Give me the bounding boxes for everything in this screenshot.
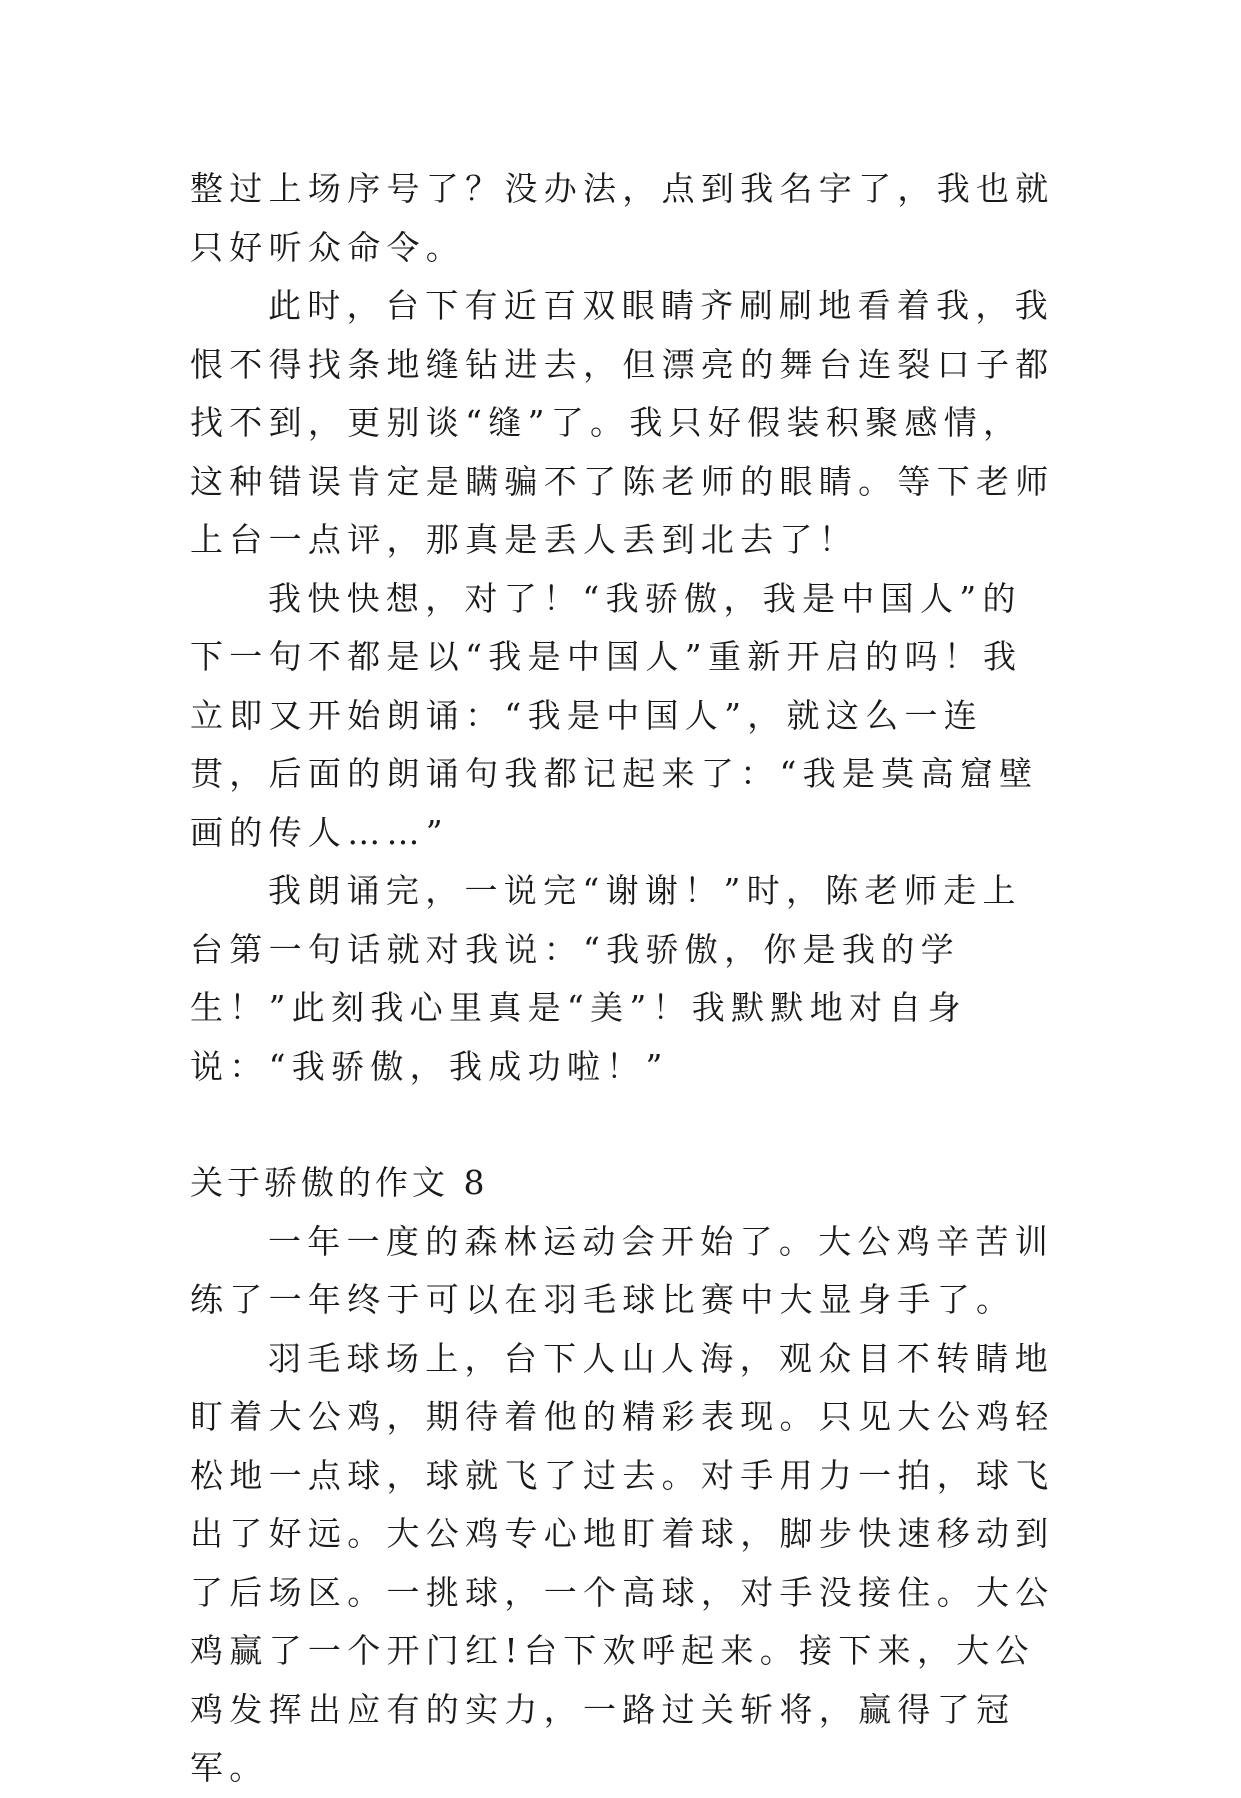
section-spacer bbox=[190, 1096, 1060, 1154]
document-body bbox=[190, 160, 1060, 1798]
paragraph: 我朗诵完，一说完“谢谢！”时，陈老师走上台第一句话就对我说：“我骄傲，你是我的学生！”此刻我心里真是“美”！我默默地对自身说：“我骄傲，我成功啦！” bbox=[190, 871, 1022, 1086]
paragraph-continuation: 整过上场序号了？没办法，点到我名字了，我也就只好听众命令。 bbox=[190, 169, 1055, 267]
paragraph: 一年一度的森林运动会开始了。大公鸡辛苦训练了一年终于可以在羽毛球比赛中大显身手了。 bbox=[190, 1221, 1054, 1319]
section-title: 关于骄傲的作文 8 bbox=[190, 1163, 489, 1202]
paragraph: 羽毛球场上，台下人山人海，观众目不转睛地盯着大公鸡，期待着他的精彩表现。只见大公鸡轻松地一点球，球就飞了过去。对手用力一拍，球飞出了好远。大公鸡专心地盯着球，脚步快速移动到了后场区。一挑球，一个高球，对手没接住。大公鸡赢了一个开门红!台下欢呼起来。接下来，大公鸡发挥出应有的实力，一路过关斩将，赢得了冠军。 bbox=[190, 1338, 1055, 1787]
paragraph: 此时，台下有近百双眼睛齐刷刷地看着我，我恨不得找条地缝钻进去，但漂亮的舞台连裂口子都找不到，更别谈“缝”了。我只好假装积聚感情，这种错误肯定是瞒骗不了陈老师的眼睛。等下老师上台一点评，那真是丢人丢到北去了！ bbox=[190, 286, 1055, 559]
paragraph: 我快快想，对了！“我骄傲，我是中国人”的下一句不都是以“我是中国人”重新开启的吗！我立即又开始朗诵：“我是中国人”，就这么一连贯，后面的朗诵句我都记起来了：“我是莫高窟壁画的传人……” bbox=[190, 578, 1039, 852]
